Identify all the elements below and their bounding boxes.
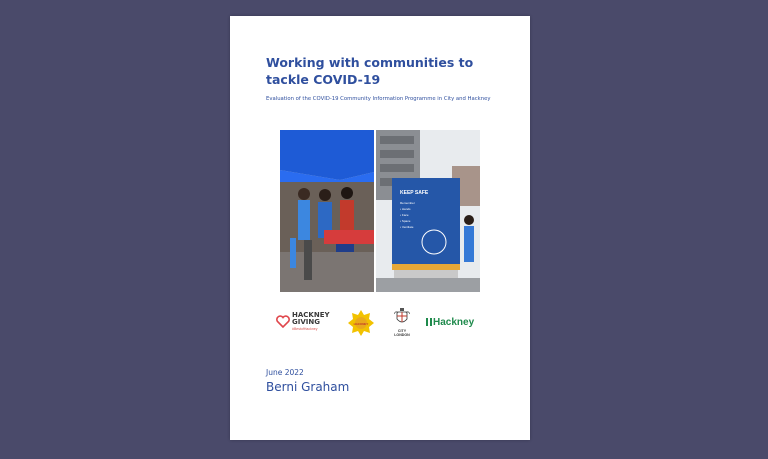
van-heading: KEEP SAFE [400, 190, 429, 196]
sunflower-text: HACKNEY [353, 322, 369, 326]
hackney-giving-tag: #BestofHackney [292, 327, 318, 331]
van-photo [376, 130, 480, 292]
gazebo-photo [280, 130, 374, 292]
report-cover-page [230, 16, 530, 440]
hackney-giving-line2: GIVING [292, 318, 320, 326]
hackney-giving-line1: HACKNEY [292, 311, 330, 319]
heart-icon [276, 315, 290, 328]
hackney-logo-text: Hackney [433, 317, 475, 328]
city-of-london-logo [390, 330, 414, 338]
author-name: Berni Graham [266, 380, 350, 394]
hackney-council-logo [426, 317, 474, 328]
document-subtitle: Evaluation of the COVID-19 Community Information Programme in City and Hackney [266, 96, 491, 102]
van-line: • Ventilate [400, 225, 414, 229]
van-line: • Space [400, 219, 411, 223]
van-photo-icon [376, 130, 480, 292]
sunflower-logo-icon [348, 310, 374, 336]
gazebo-photo-icon [280, 130, 374, 292]
city-of-london-crest-icon [394, 308, 410, 328]
city-logo-line2: LONDON [394, 332, 410, 337]
city-logo-line1: CITY [397, 329, 407, 333]
van-line: • Face [400, 213, 409, 217]
partner-logos [276, 308, 488, 338]
van-line: • Hands [400, 207, 411, 211]
hackney-giving-logo [292, 312, 330, 326]
document-title: Working with communities to tackle COVID-19 [266, 55, 474, 87]
hackney-h-icon [426, 318, 432, 326]
publication-date: June 2022 [266, 368, 304, 377]
van-line: Remember [400, 201, 415, 205]
